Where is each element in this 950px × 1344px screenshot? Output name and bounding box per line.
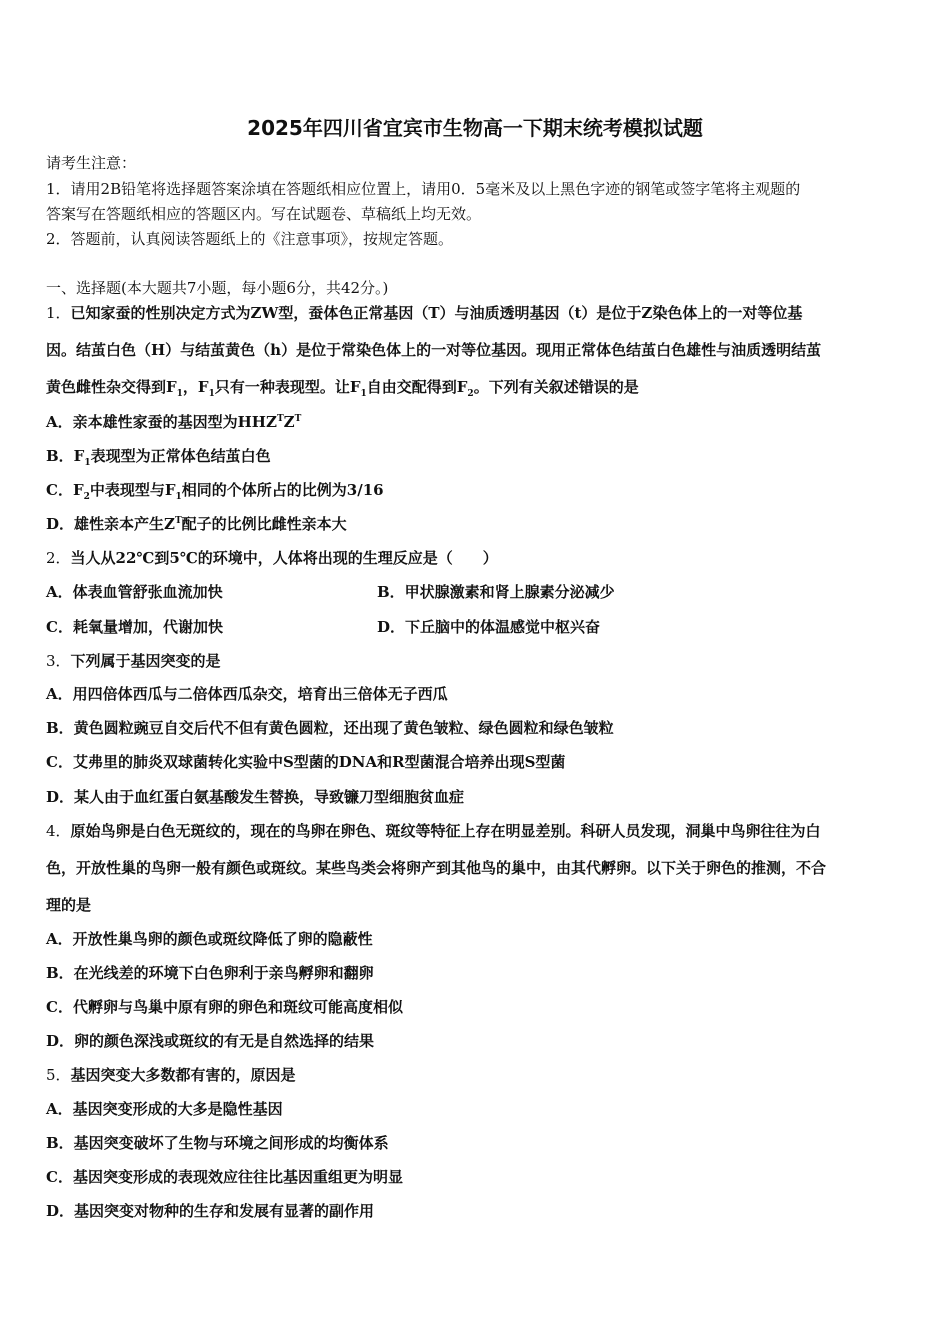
page-title: 2025年四川省宜宾市生物高一下期末统考模拟试题 xyxy=(247,116,703,140)
question-4-option-b: B．在光线差的环境下白色卵利于亲鸟孵卵和翻卵 xyxy=(46,964,374,982)
question-3-option-c: C．艾弗里的肺炎双球菌转化实验中S型菌的DNA和R型菌混合培养出现S型菌 xyxy=(46,753,566,771)
question-2-option-c: C．耗氧量增加，代谢加快 xyxy=(46,618,223,636)
question-1-line-1 xyxy=(46,302,802,323)
question-1-option-c: C．$F_2$中表现型与$F_1$相同的个体所占的比例为3/16 xyxy=(46,481,384,502)
question-1-option-a: A．亲本雄性家蚕的基因型为$HHZ^TZ^T$ xyxy=(46,413,302,431)
question-1-line-2: 因。结茧白色（H）与结茧黄色（h）是位于常染色体上的一对等位基因。现用正常体色结茧白色雄性与油质透明结茧 xyxy=(46,341,822,359)
question-4-line-1: 4．原始鸟卵是白色无斑纹的，现在的鸟卵在卵色、斑纹等特征上存在明显差别。科研人员发现，洞巢中鸟卵往往为白 xyxy=(46,822,821,840)
question-4-line-2: 色，开放性巢的鸟卵一般有颜色或斑纹。某些鸟类会将卵产到其他鸟的巢中，由其代孵卵。以下关于卵色的推测，不合 xyxy=(46,859,827,877)
notice-item-2: 2．答题前，认真阅读答题纸上的《注意事项》，按规定答题。 xyxy=(46,230,454,248)
question-3-option-d: D．某人由于血红蛋白氨基酸发生替换，导致镰刀型细胞贫血症 xyxy=(46,788,465,806)
question-5-option-c: C．基因突变形成的表现效应往往比基因重组更为明显 xyxy=(46,1168,403,1186)
question-4-option-a: A．开放性巢鸟卵的颜色或斑纹降低了卵的隐蔽性 xyxy=(46,930,373,948)
question-1-option-b: B．$F_1$表现型为正常体色结茧白色 xyxy=(46,447,271,468)
question-4-option-c: C．代孵卵与鸟巢中原有卵的卵色和斑纹可能高度相似 xyxy=(46,998,403,1016)
section-heading: 一、选择题(本大题共7小题，每小题6分，共42分。) xyxy=(46,279,389,297)
question-5-option-b: B．基因突变破坏了生物与环境之间形成的均衡体系 xyxy=(46,1134,389,1152)
question-number: 1． xyxy=(46,304,71,322)
question-5-option-a: A．基因突变形成的大多是隐性基因 xyxy=(46,1100,283,1118)
question-2-option-b: B．甲状腺激素和肾上腺素分泌减少 xyxy=(377,583,615,601)
notice-item-1-line-1: 1．请用2B铅笔将选择题答案涂填在答题纸相应位置上，请用0．5毫米及以上黑色字迹的钢笔或签字笔将主观题的 xyxy=(46,180,801,198)
question-3-option-b: B．黄色圆粒豌豆自交后代不但有黄色圆粒，还出现了黄色皱粒、绿色圆粒和绿色皱粒 xyxy=(46,719,614,737)
question-4-line-3: 理的是 xyxy=(46,896,92,914)
question-5-stem: 5．基因突变大多数都有害的，原因是 xyxy=(46,1066,296,1084)
notice-heading: 请考生注意： xyxy=(46,154,137,172)
question-2-stem: 2．当人从22℃到5℃的环境中，人体将出现的生理反应是（ ） xyxy=(46,549,498,567)
question-2-option-d: D．下丘脑中的体温感觉中枢兴奋 xyxy=(377,618,601,636)
question-3-stem: 3．下列属于基因突变的是 xyxy=(46,652,221,670)
question-1-line-3: 黄色雌性杂交得到$F_1$，$F_1$只有一种表现型。让$F_1$自由交配得到$F_2$。下列有关叙述错误的是 xyxy=(46,378,639,399)
notice-item-1-line-2: 答案写在答题纸相应的答题区内。写在试题卷、草稿纸上均无效。 xyxy=(46,205,482,223)
question-4-option-d: D．卵的颜色深浅或斑纹的有无是自然选择的结果 xyxy=(46,1032,375,1050)
question-stem: 已知家蚕的性别决定方式为ZW型，蚕体色正常基因（T）与油质透明基因（t）是位于Z染色体上的一对等位基 xyxy=(70,304,803,322)
question-1-option-d: D．雄性亲本产生$Z^T$配子的比例比雌性亲本大 xyxy=(46,515,347,533)
question-3-option-a: A．用四倍体西瓜与二倍体西瓜杂交，培育出三倍体无子西瓜 xyxy=(46,685,448,703)
question-5-option-d: D．基因突变对物种的生存和发展有显著的副作用 xyxy=(46,1202,375,1220)
question-2-option-a: A．体表血管舒张血流加快 xyxy=(46,583,223,601)
